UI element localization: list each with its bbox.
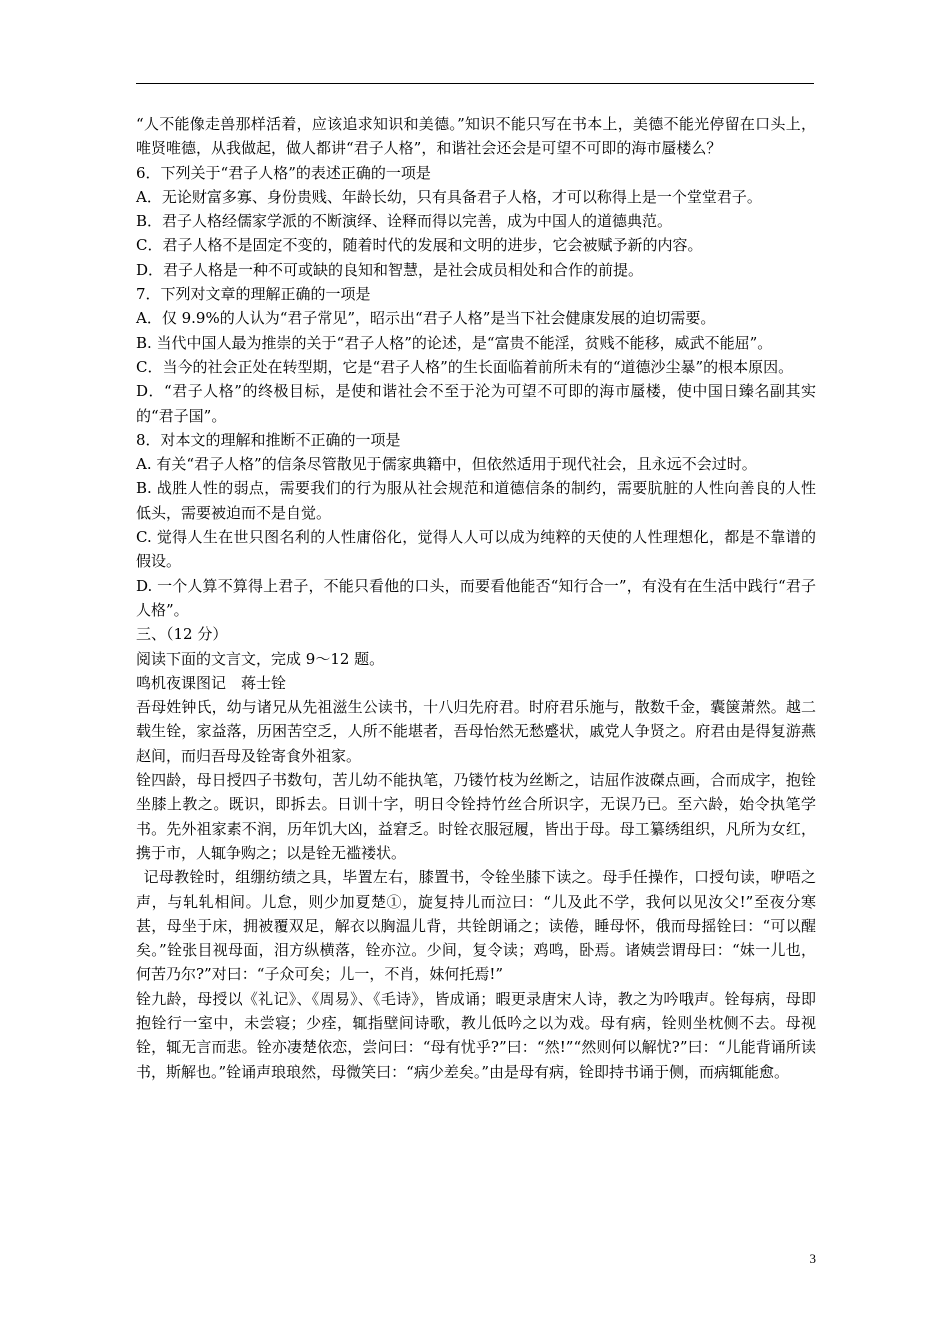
option-8c: C. 觉得人生在世只图名利的人性庸俗化，觉得人人可以成为纯粹的天使的人性理想化，都是不靠谱的假设。 [136,528,816,571]
header-rule [136,83,814,84]
option-8a: A. 有关“君子人格”的信条尽管散见于儒家典籍中，但依然适用于现代社会，且永远不会过时。 [136,455,757,474]
option-6d: D．君子人格是一种不可或缺的良知和智慧，是社会成员相处和合作的前提。 [136,260,644,279]
document-body [136,112,816,1084]
section-heading: 三、（12 分） [136,625,228,644]
classical-paragraph: 记母教铨时，组绷纺绩之具，毕置左右，膝置书，令铨坐膝下读之。母手任操作，口授句读，咿唔之声，与轧轧相间。儿怠，则少加夏楚①，旋复持儿而泣曰：“儿及此不学，我何以见汝父!”至夜分寒甚，母坐于床，拥被覆双足，解衣以胸温儿背，共铨朗诵之；读倦，睡母怀，俄而母摇铨曰：“可以醒矣。”铨张目视母面，泪方纵横落，铨亦泣。少间，复令读；鸡鸣，卧焉。诸姨尝谓母曰：“妹一儿也，何苦乃尔?”对曰：“子众可矣；儿一，不肖，妹何托焉!” [136,868,816,984]
question-7: 7．下列对文章的理解正确的一项是 [136,285,371,304]
question-8: 8．对本文的理解和推断不正确的一项是 [136,430,401,449]
option-8d: D. 一个人算不算得上君子，不能只看他的口头，而要看他能否“知行合一”，有没有在生活中践行“君子人格”。 [136,576,816,619]
option-8b: B. 战胜人性的弱点，需要我们的行为服从社会规范和道德信条的制约，需要肮脏的人性向善良的人性低头，需要被迫而不是自觉。 [136,479,816,522]
option-6b: B．君子人格经儒家学派的不断演绎、诠释而得以完善，成为中国人的道德典范。 [136,212,673,231]
classical-paragraph: 铨四龄，母日授四子书数句，苦儿幼不能执笔，乃镂竹枝为丝断之，诘屈作波磔点画，合而成字，抱铨坐膝上教之。既识，即拆去。日训十字，明日令铨持竹丝合所识字，无误乃已。至六龄，始令执笔学书。先外祖家素不润，历年饥大凶，益窘乏。时铨衣服冠履，皆出于母。母工纂绣组织，凡所为女红，携于市，人辄争购之；以是铨无褴褛状。 [136,771,816,862]
option-6c: C．君子人格不是固定不变的，随着时代的发展和文明的进步，它会被赋予新的内容。 [136,236,703,255]
option-7c: C．当今的社会正处在转型期，它是“君子人格”的生长面临着前所未有的“道德沙尘暴”的根本原因。 [136,357,794,376]
question-6: 6．下列关于“君子人格”的表述正确的一项是 [136,163,431,182]
option-7d: D．“君子人格”的终极目标，是使和谐社会不至于沦为可望不可即的海市蜃楼，使中国日臻名副其实的“君子国”。 [136,382,816,425]
passage-conclusion: “人不能像走兽那样活着，应该追求知识和美德。”知识不能只写在书本上，美德不能光停留在口头上，唯贤唯德，从我做起，做人都讲“君子人格”，和谐社会还会是可望不可即的海市蜃楼么？ [136,115,816,158]
option-6a: A．无论财富多寡、身份贵贱、年龄长幼，只有具备君子人格，才可以称得上是一个堂堂君子。 [136,187,762,206]
page-number: 3 [809,1251,816,1266]
classical-text-title: 鸣机夜课图记 蒋士铨 [136,673,287,692]
option-7a: A．仅 9.9%的人认为“君子常见”，昭示出“君子人格”是当下社会健康发展的迫切需要。 [136,309,716,328]
option-7b: B. 当代中国人最为推崇的关于“君子人格”的论述，是“富贵不能淫，贫贱不能移，威武不能屈”。 [136,333,773,352]
classical-paragraph: 铨九龄，母授以《礼记》、《周易》、《毛诗》，皆成诵；暇更录唐宋人诗，教之为吟哦声。铨每病，母即抱铨行一室中，未尝寝；少痊，辄指壁间诗歌，教儿低吟之以为戏。母有病，铨则坐枕侧不去。母视铨，辄无言而悲。铨亦凄楚依恋，尝问曰：“母有忧乎?”曰：“然!”“然则何以解忧?”曰：“儿能背诵所读书，斯解也。”铨诵声琅琅然，母微笑曰：“病少差矣。”由是母有病，铨即持书诵于侧，而病辄能愈。 [136,989,816,1081]
section-instruction: 阅读下面的文言文，完成 9～12 题。 [136,649,385,668]
classical-paragraph: 吾母姓钟氏，幼与诸兄从先祖滋生公读书，十八归先府君。时府君乐施与，散数千金，囊箧萧然。越二载生铨，家益落，历困苦空乏，人所不能堪者，吾母怡然无愁蹙状，戚党人争贤之。府君由是得复游燕赵间，而归吾母及铨寄食外祖家。 [136,698,816,765]
